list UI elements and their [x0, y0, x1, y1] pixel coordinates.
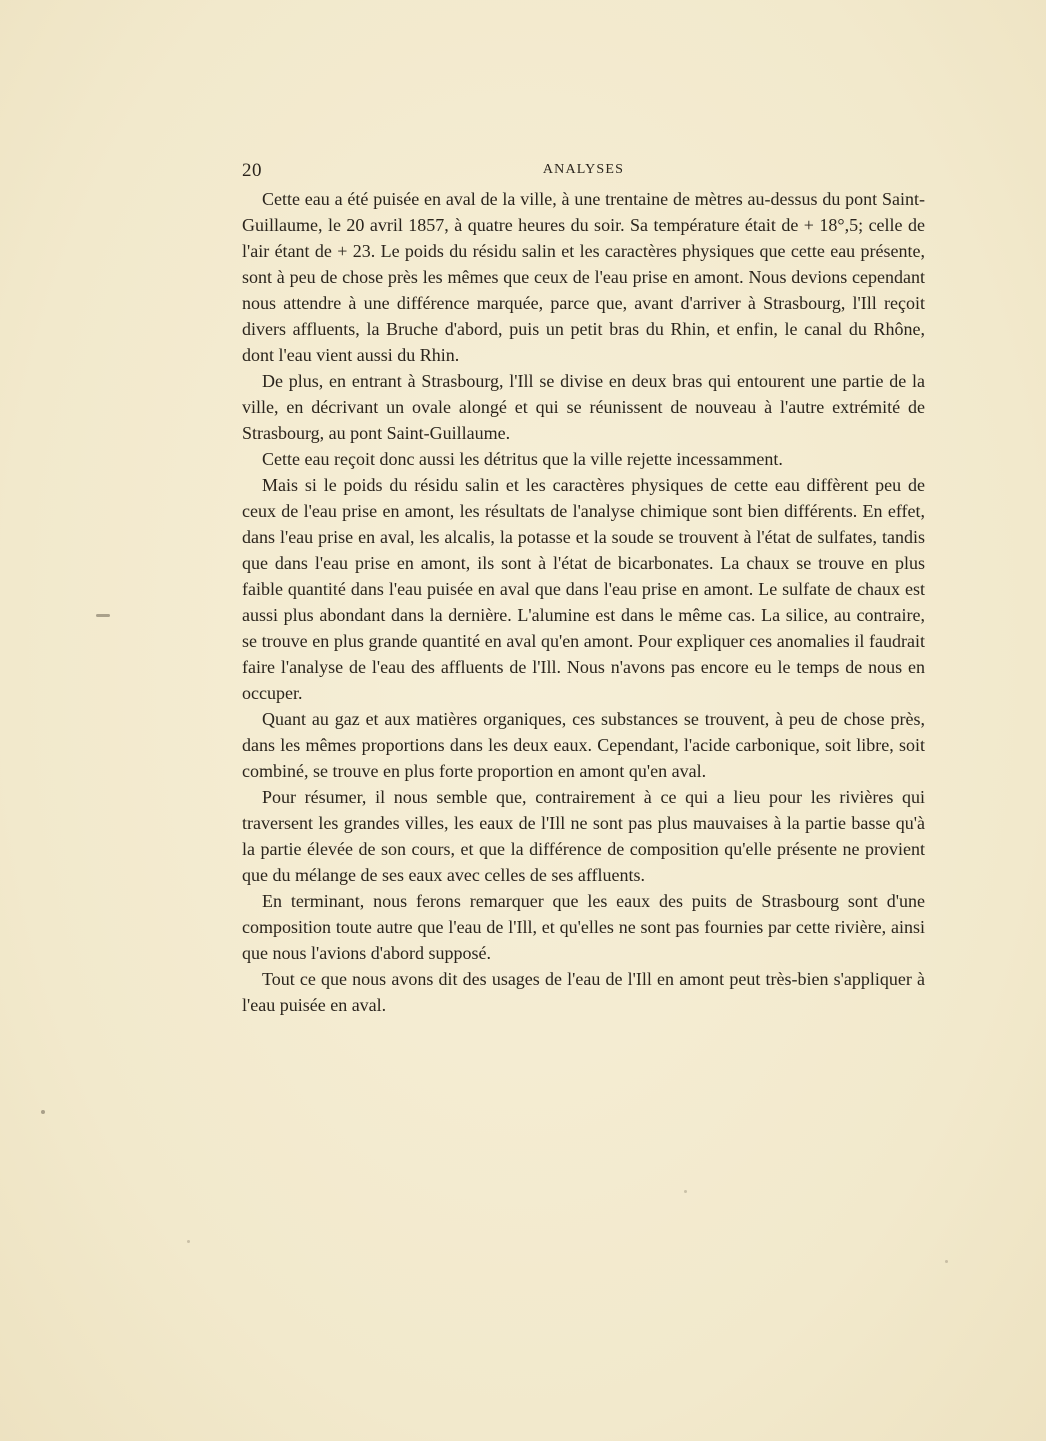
body-text [242, 186, 925, 1018]
paper-speck [187, 1240, 190, 1243]
paper-speck [96, 614, 110, 617]
paragraph: En terminant, nous ferons remarquer que les eaux des puits de Strasbourg sont d'une composition toute autre que l'eau de l'Ill, et qu'elles ne sont pas fournies par cette rivière, ainsi que nous l'avions d'abord supposé. [242, 891, 925, 963]
paragraph: Cette eau reçoit donc aussi les détritus que la ville rejette incessamment. [262, 449, 783, 469]
running-head: ANALYSES [542, 162, 625, 177]
paragraph: Mais si le poids du résidu salin et les caractères physiques de cette eau diffèrent peu de ceux de l'eau prise en amont, les résultats de l'analyse chimique sont bien différents. En effet, dans l'eau prise en aval, les alcalis, la potasse et la soude se trouvent à l'état de sulfates, tandis que dans l'eau prise en amont, ils sont à l'état de bicarbonates. La chaux se trouve en plus faible quantité dans l'eau puisée en aval que dans l'eau prise en amont. Le sulfate de chaux est aussi plus abondant dans la dernière. L'alumine est dans le même cas. La silice, au contraire, se trouve en plus grande quantité en aval qu'en amont. Pour expliquer ces anomalies il faudrait faire l'analyse de l'eau des affluents de l'Ill. Nous n'avons pas encore eu le temps de nous en occuper. [242, 475, 925, 703]
page-number: 20 [242, 160, 262, 181]
paper-speck [684, 1190, 687, 1193]
paragraph: Quant au gaz et aux matières organiques, ces substances se trouvent, à peu de chose près, dans les mêmes proportions dans les deux eaux. Cependant, l'acide carbonique, soit libre, soit combiné, se trouve en plus forte proportion en amont qu'en aval. [242, 709, 925, 781]
paragraph: Tout ce que nous avons dit des usages de l'eau de l'Ill en amont peut très-bien s'appliquer à l'eau puisée en aval. [242, 969, 925, 1015]
paragraph: Pour résumer, il nous semble que, contrairement à ce qui a lieu pour les rivières qui traversent les grandes villes, les eaux de l'Ill ne sont pas plus mauvaises à la partie basse qu'à la partie élevée de son cours, et que la différence de composition qu'elle présente ne provient que du mélange de ses eaux avec celles de ses affluents. [242, 787, 925, 885]
paper-speck [41, 1110, 45, 1114]
paragraph: Cette eau a été puisée en aval de la ville, à une trentaine de mètres au-dessus du pont Saint-Guillaume, le 20 avril 1857, à quatre heures du soir. Sa température était de + 18°,5; celle de l'air étant de + 23. Le poids du résidu salin et les caractères physiques que cette eau présente, sont à peu de chose près les mêmes que ceux de l'eau prise en amont. Nous devions cependant nous attendre à une différence marquée, parce que, avant d'arriver à Strasbourg, l'Ill reçoit divers affluents, la Bruche d'abord, puis un petit bras du Rhin, et enfin, le canal du Rhône, dont l'eau vient aussi du Rhin. [242, 189, 925, 365]
paragraph: De plus, en entrant à Strasbourg, l'Ill se divise en deux bras qui entourent une partie de la ville, en décrivant un ovale alongé et qui se réunissent de nouveau à l'autre extrémité de Strasbourg, au pont Saint-Guillaume. [242, 371, 925, 443]
page-header [242, 160, 925, 184]
paper-speck [945, 1260, 948, 1263]
